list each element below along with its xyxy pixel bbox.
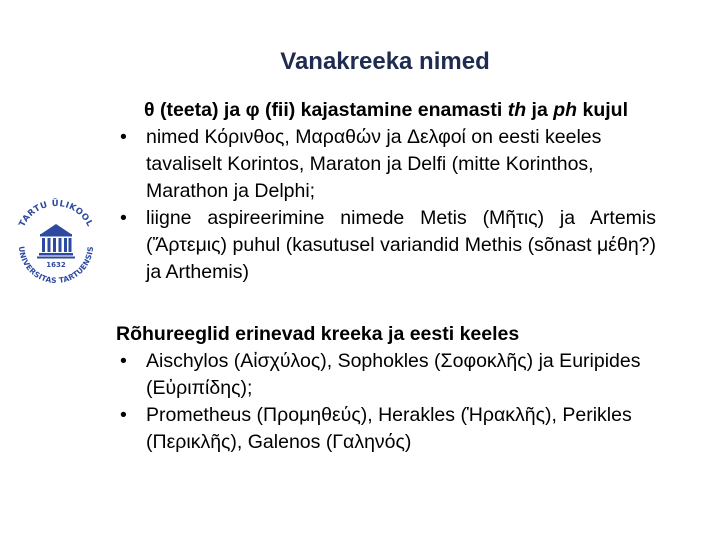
seal-icon [11,196,101,286]
list-item: • liigne aspireerimine nimede Metis (Μῆτις) ja Artemis (Ἄρτεμις) puhul (kasutusel variandid Methis (sõnast μέθη?) ja Arthemis) [116,205,656,286]
list-item: • nimed Κόρινθος, Μαραθών ja Δελφοί on eesti keeles tavaliselt Korintos, Maraton ja Delfi (mitte Korinthos, Marathon ja Delphi; [116,124,656,205]
list-item: • Aischylos (Αἰσχύλος), Sophokles (Σοφοκλῆς) ja Euripides (Εὐριπίδης); [116,348,656,402]
slide-content [116,97,656,456]
svg-text:TARTU ÜLIKOOL: TARTU ÜLIKOOL [17,198,95,229]
svg-text:1632: 1632 [46,261,66,269]
bullet-list-stress [116,348,656,456]
slide-title: Vanakreeka nimed [280,48,490,75]
bullet-list-transliteration [116,124,656,286]
section-heading-stress: Rõhureeglid erinevad kreeka ja eesti keeles [116,323,520,345]
list-item: • Prometheus (Προμηθεύς), Herakles (Ἡρακλῆς), Perikles (Περικλῆς), Galenos (Γαληνός) [116,402,656,456]
svg-text:UNIVERSITAS TARTUENSIS: UNIVERSITAS TARTUENSIS [16,245,96,286]
university-seal-logo [11,196,101,286]
intro-line: θ (teeta) ja φ (fii) kajastamine enamasti th ja ph kujul [144,99,628,121]
